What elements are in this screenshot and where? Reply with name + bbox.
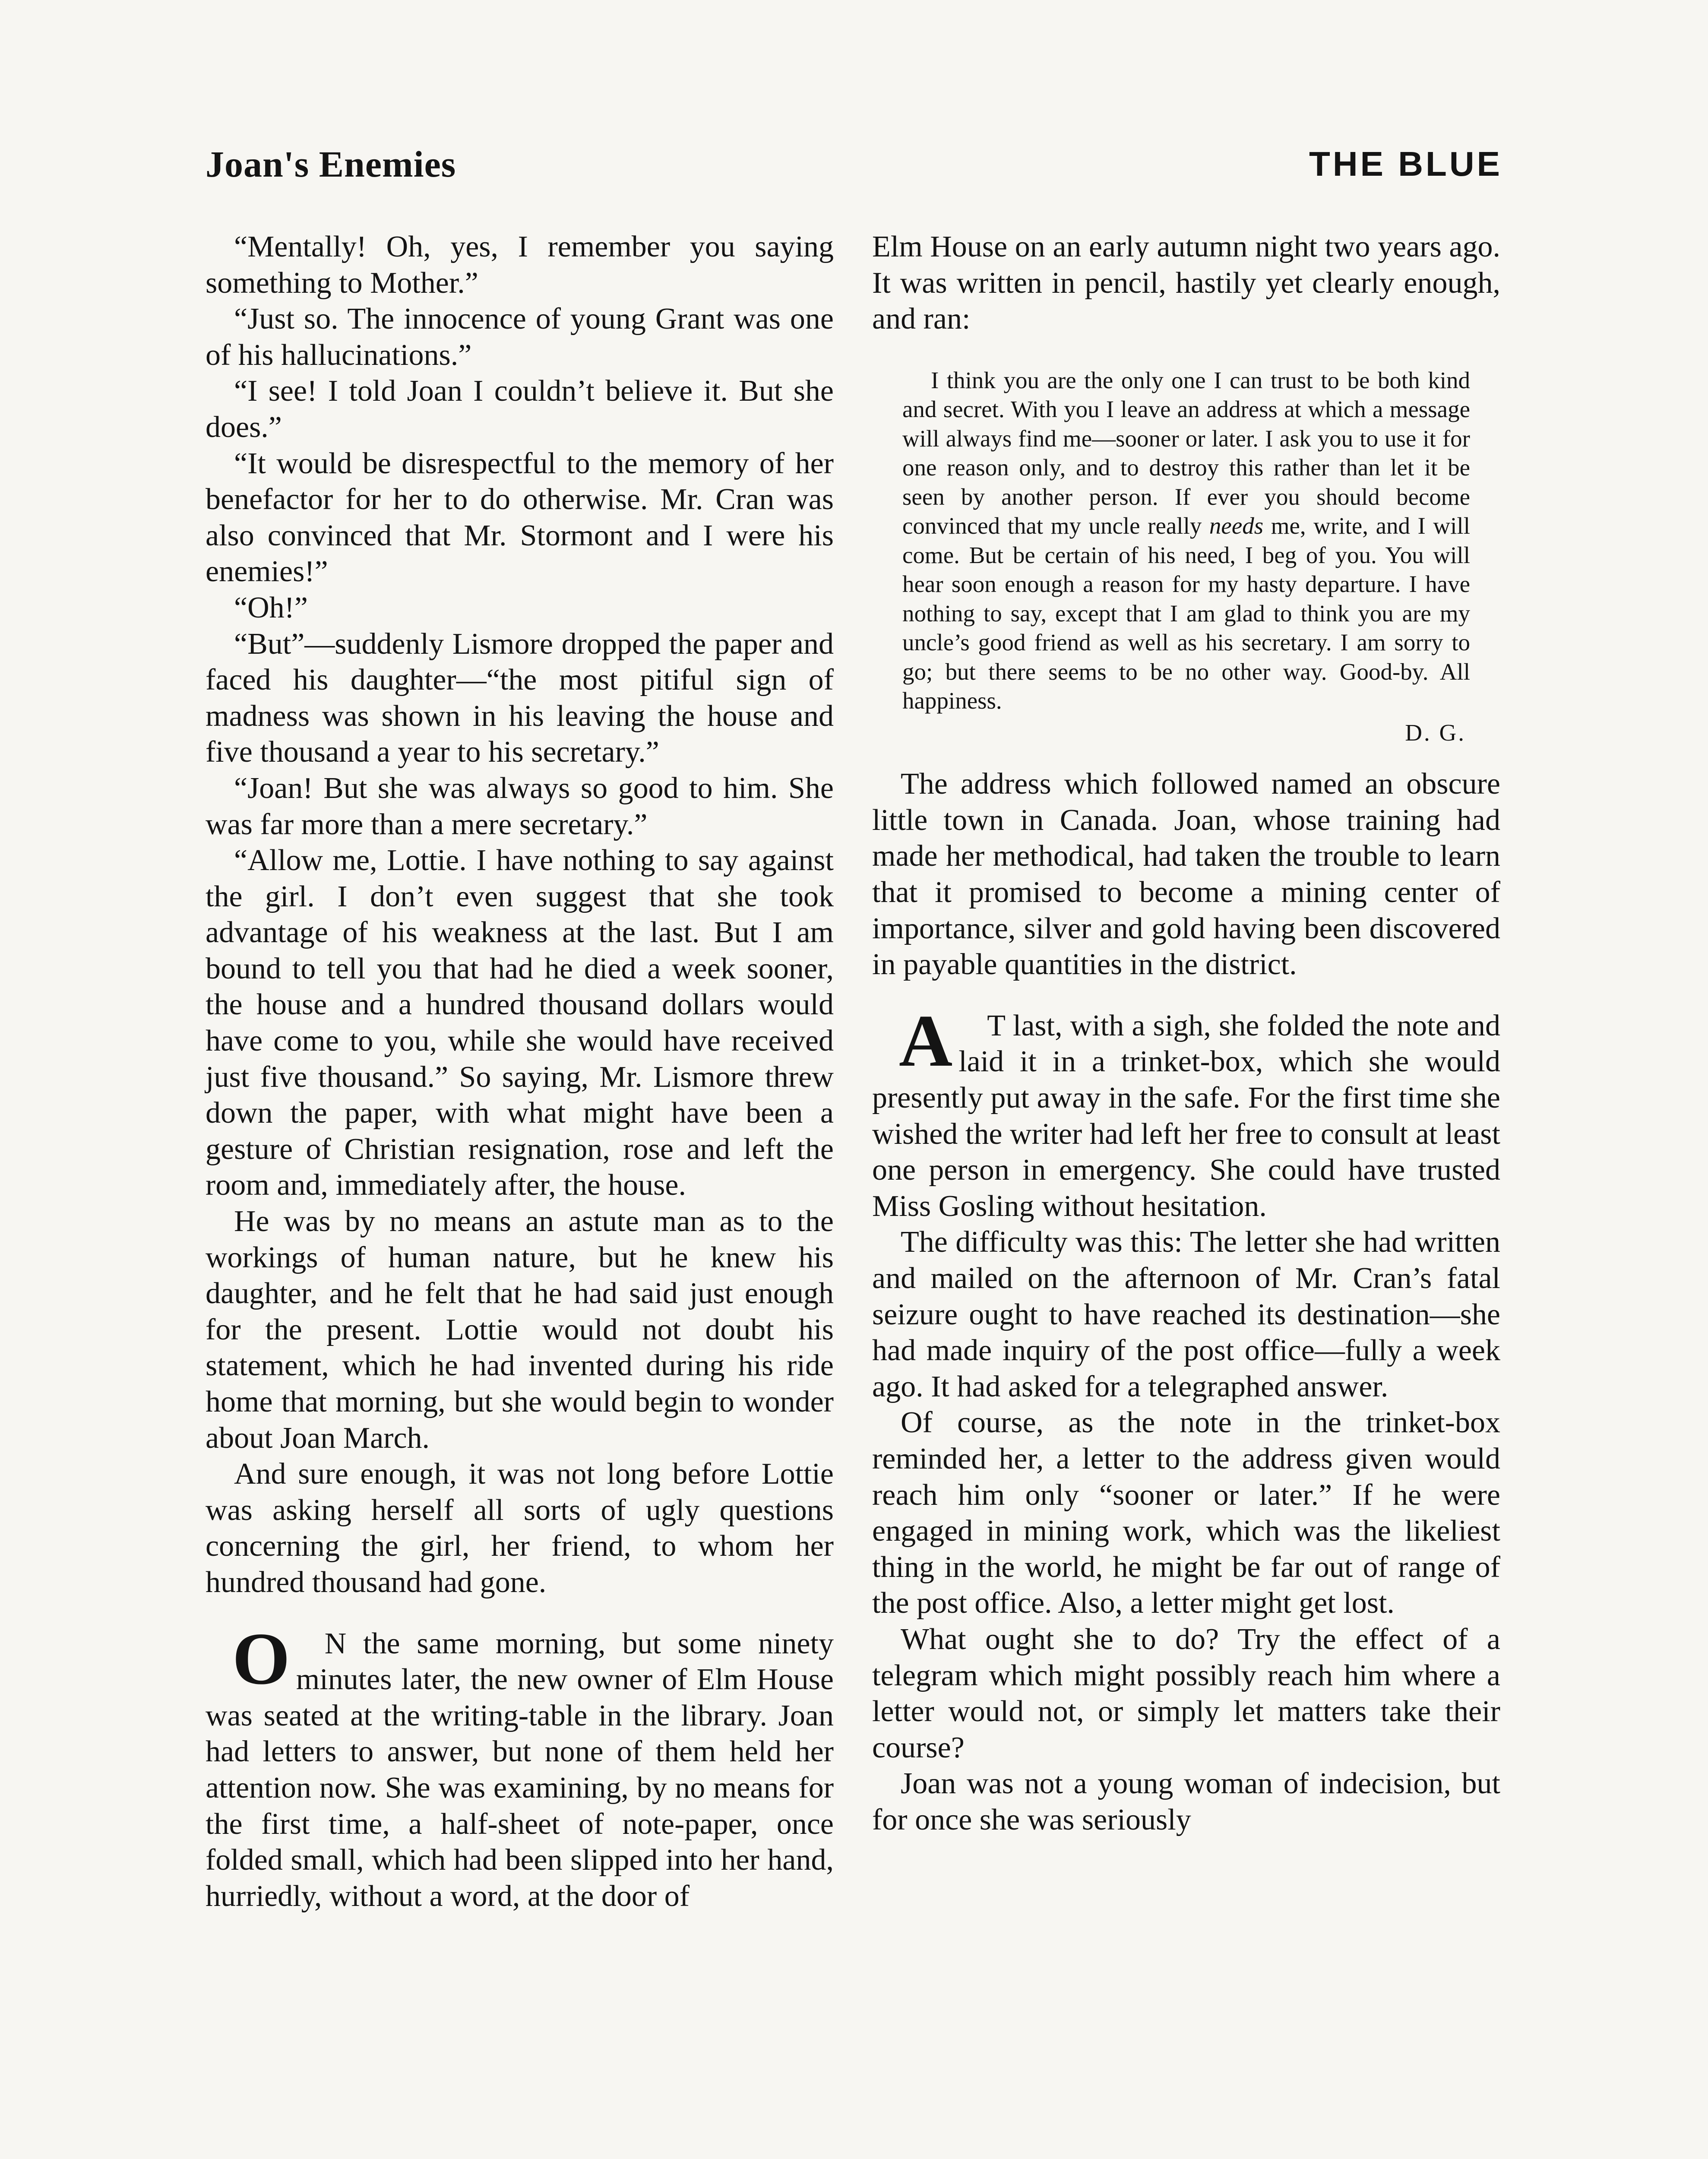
paragraph: “Mentally! Oh, yes, I remember you saying something to Mother.” (206, 230, 834, 300)
quoted-letter (902, 366, 1470, 747)
paragraph: What ought she to do? Try the effect of a telegram which might possibly reach him where a letter would not, or simply let matters take their course? (872, 1622, 1500, 1764)
left-column (206, 229, 834, 1914)
section-opening-text: T last, with a sigh, she folded the note and laid it in a trinket-box, which she would presently put away in the safe. For the first time she wished the writer had left her free to consult at least one person in emergency. She could have trusted Miss Gosling without hesitation. (872, 1009, 1500, 1223)
drop-cap: O (232, 1618, 290, 1700)
section-opening-paragraph (206, 1618, 834, 1915)
paragraph: The address which followed named an obscure little town in Canada. Joan, whose training had made her methodical, had taken the trouble to learn that it promised to become a mining center of importance, silver and gold having been discovered in payable quantities in the district. (872, 767, 1500, 981)
section-opening-paragraph (872, 1000, 1500, 1225)
letter-signature: D. G. (1405, 719, 1466, 746)
section-break (872, 983, 1500, 1008)
paragraph: The difficulty was this: The letter she had written and mailed on the afternoon of Mr. Cran’s fatal seizure ought to have reached its destination—she had made inquiry of the post office—fully a week ago. It had asked for a telegraphed answer. (872, 1225, 1500, 1403)
paragraph: “It would be disrespectful to the memory of her benefactor for her to do otherwise. Mr. Cran was also convinced that Mr. Stormont and I were his enemies!” (206, 446, 834, 589)
right-column (872, 229, 1500, 1838)
paragraph: “Joan! But she was always so good to him. She was far more than a mere secretary.” (206, 771, 834, 841)
letter-emphasis: needs (1209, 513, 1264, 539)
paragraph: “I see! I told Joan I couldn’t believe it. But she does.” (206, 374, 834, 444)
running-head-magazine-title: THE BLUE (1309, 145, 1502, 183)
paragraph: “But”—suddenly Lismore dropped the paper and faced his daughter—“the most pitiful sign of madness was shown in his leaving the house and five thousand a year to his secretary.” (206, 627, 834, 769)
letter-text: I think you are the only one I can trust to be both kind and secret. With you I leave an address at which a message will always find me—sooner or later. I ask you to use it for one reason only, and to destroy this rather than let it be seen by another person. If ever you should become convinced that my uncle really (902, 367, 1470, 539)
section-opening-text: N the same morning, but some ninety minutes later, the new owner of Elm House was seated at the writing-table in the library. Joan had letters to answer, but none of them held her attention now. She was examining, by no means for the first time, a half-sheet of note-paper, once folded small, which had been slipped into her hand, hurriedly, without a word, at the door of (206, 1627, 834, 1913)
paragraph: “Just so. The innocence of young Grant was one of his hallucinations.” (206, 302, 834, 372)
letter-body (902, 366, 1470, 715)
section-break (206, 1601, 834, 1626)
paragraph: And sure enough, it was not long before Lottie was asking herself all sorts of ugly questions concerning the girl, her friend, to whom her hundred thousand had gone. (206, 1457, 834, 1599)
paragraph: “Allow me, Lottie. I have nothing to say against the girl. I don’t even suggest that she took advantage of his weakness at the last. But I am bound to tell you that had he died a week sooner, the house and a hundred thousand dollars would have come to you, while she would have received just five thousand.” So saying, Mr. Lismore threw down the paper, with what might have been a gesture of Christian resignation, rose and left the room and, immediately after, the house. (206, 844, 834, 1202)
paragraph: Joan was not a young woman of indecision, but for once she was seriously (872, 1767, 1500, 1836)
drop-cap: A (899, 1000, 953, 1082)
letter-text: me, write, and I will come. But be certain of his need, I beg of you. You will hear soon enough a reason for my hasty departure. I have nothing to say, except that I am glad to think you are my uncle’s good friend as well as his secretary. I am sorry to go; but there seems to be no other way. Good-by. All happiness. (902, 513, 1470, 714)
paragraph: Of course, as the note in the trinket-box reminded her, a letter to the address given would reach him only “sooner or later.” If he were engaged in mining work, which was the likeliest thing in the world, he might be far out of range of the post office. Also, a letter might get lost. (872, 1406, 1500, 1620)
running-head-story-title: Joan's Enemies (206, 143, 456, 185)
paragraph: Elm House on an early autumn night two years ago. It was written in pencil, hastily yet clearly enough, and ran: (872, 230, 1500, 336)
paragraph: “Oh!” (234, 591, 308, 624)
paragraph: He was by no means an astute man as to the workings of human nature, but he knew his daughter, and he felt that he had said just enough for the present. Lottie would not doubt his statement, which he had invented during his ride home that morning, but she would begin to wonder about Joan March. (206, 1205, 834, 1455)
